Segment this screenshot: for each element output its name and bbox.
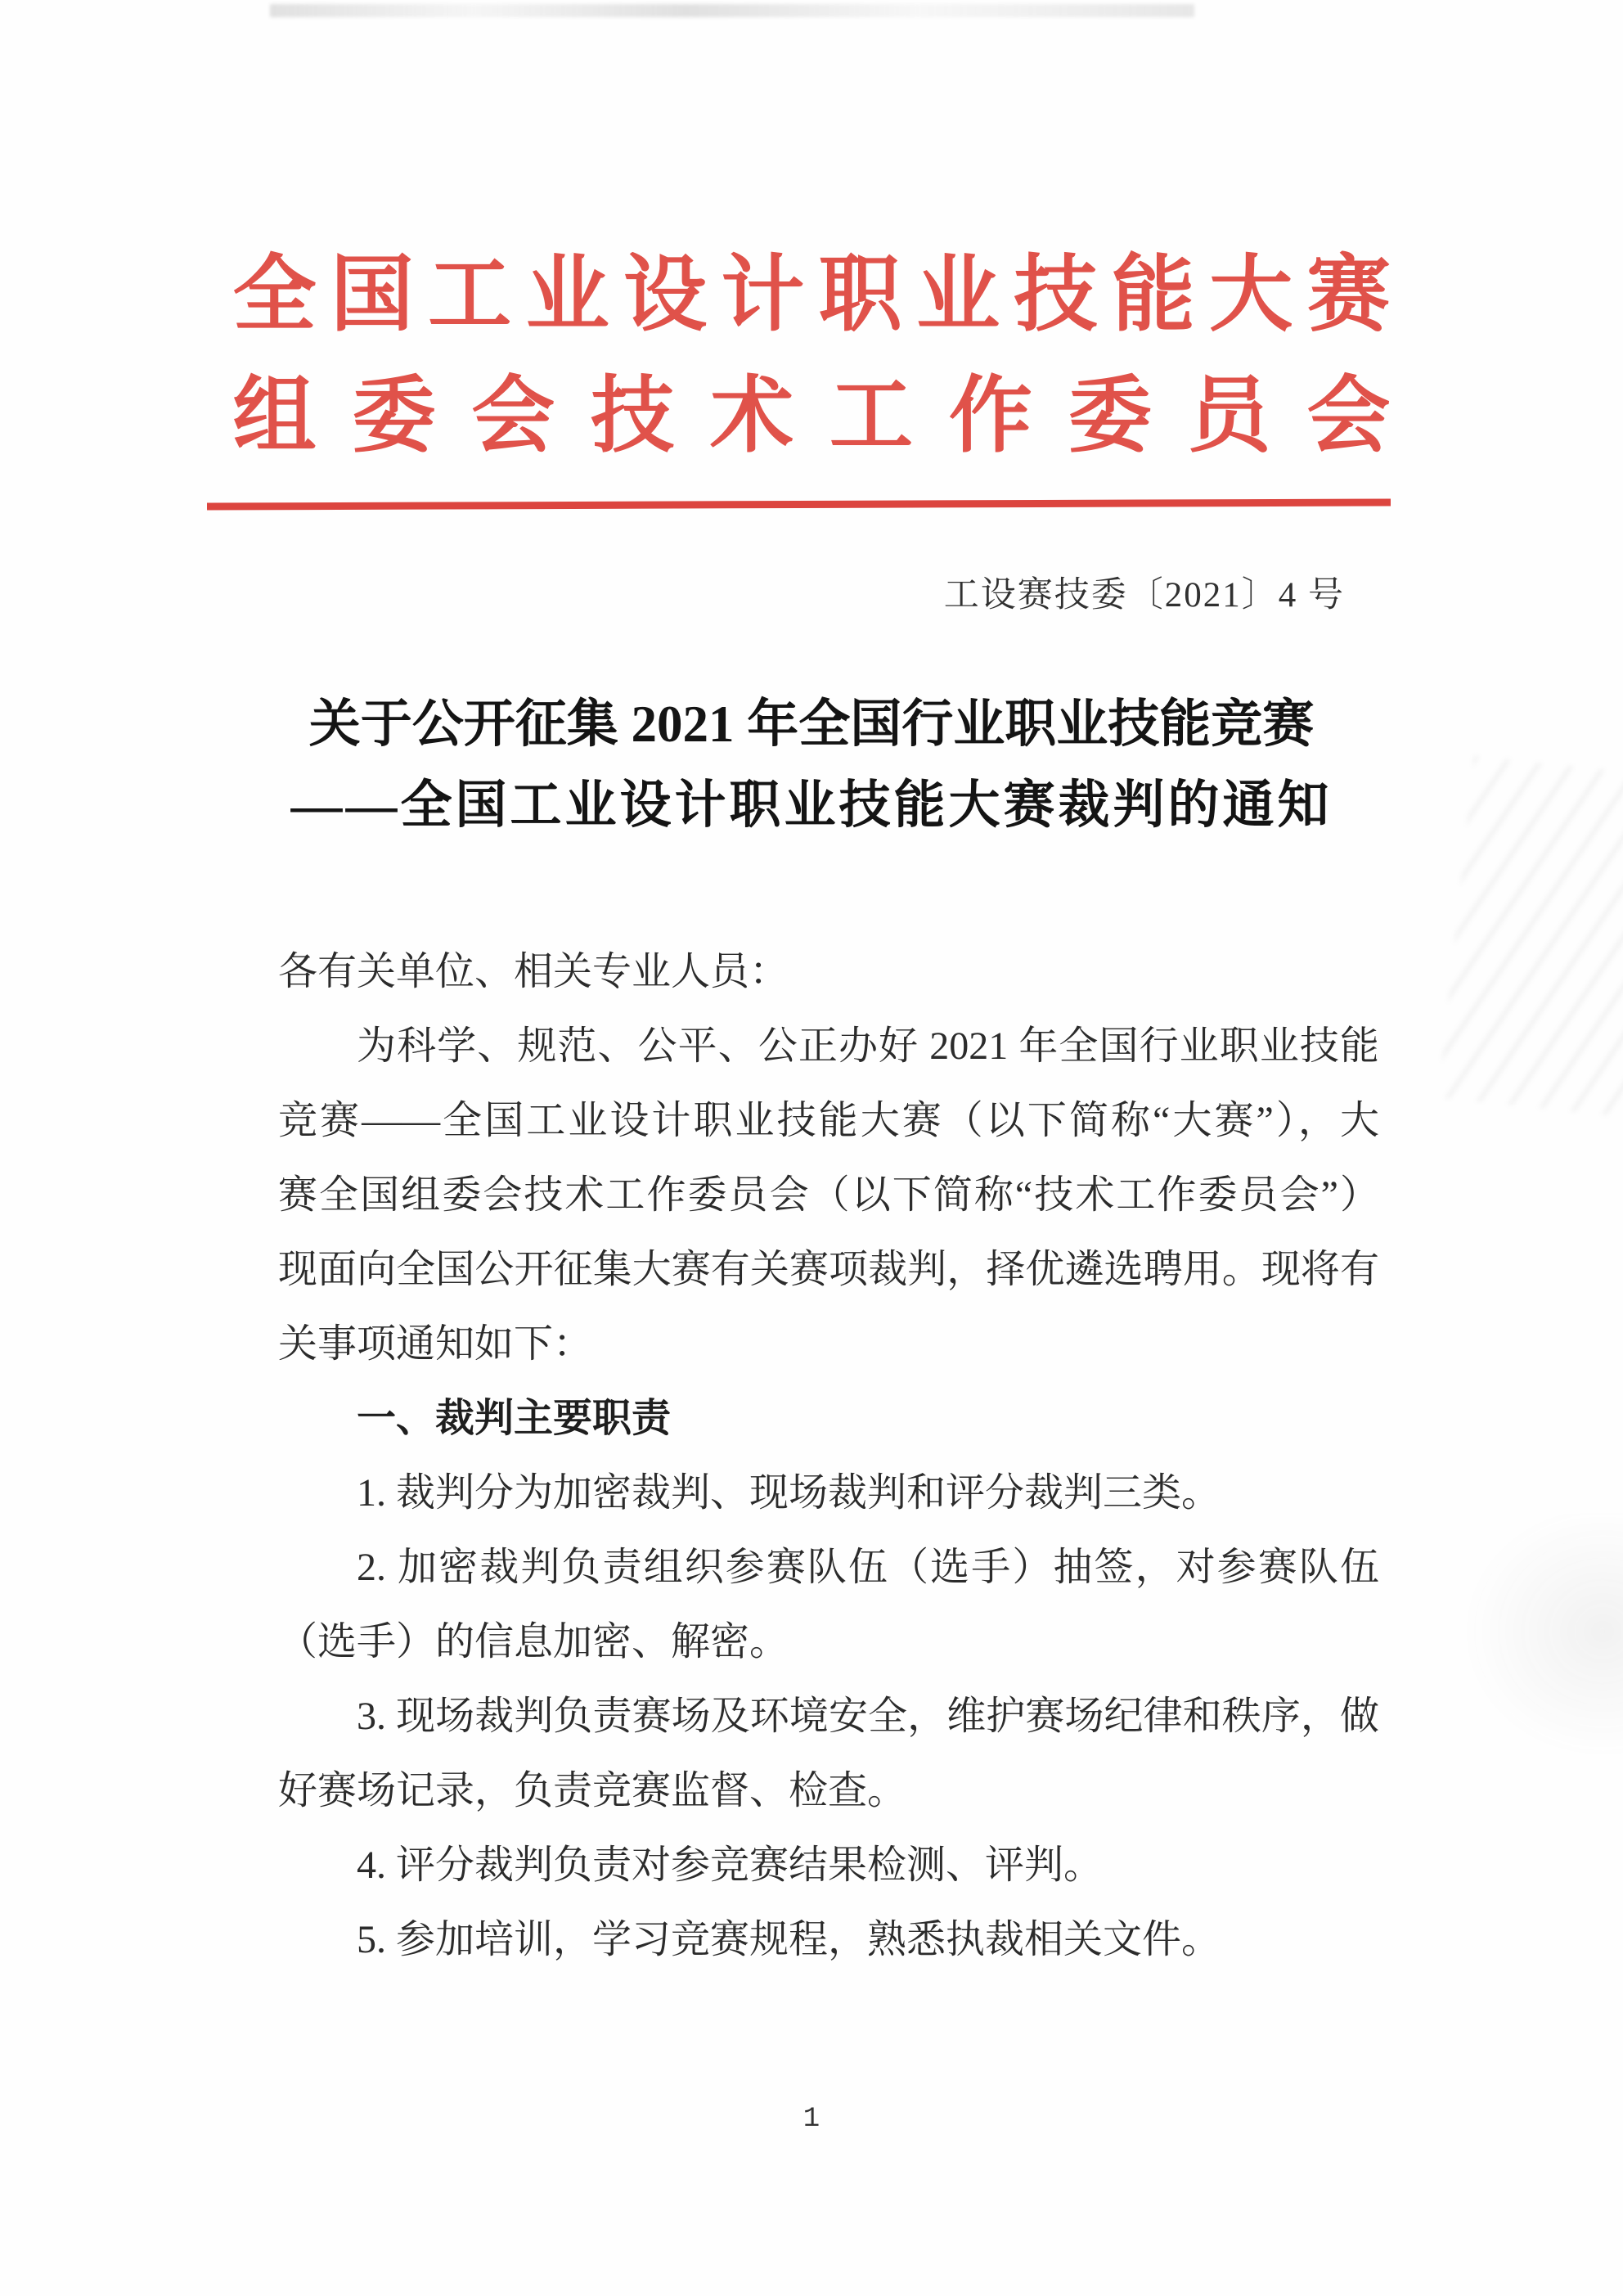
body-line: 1. 裁判分为加密裁判、现场裁判和评分裁判三类。 — [357, 1471, 1221, 1515]
document-body — [278, 934, 1379, 1977]
body-line: 现面向全国公开征集大赛有关赛项裁判，择优遴选聘用。现将有 — [278, 1248, 1379, 1291]
body-line: 竞赛——全国工业设计职业技能大赛（以下简称“大赛”），大 — [278, 1099, 1379, 1142]
notice-title — [0, 684, 1623, 846]
body-line: 赛全国组委会技术工作委员会（以下简称“技术工作委员会”） — [278, 1173, 1379, 1217]
body-line: 4. 评分裁判负责对参竞赛结果检测、评判。 — [357, 1844, 1104, 1887]
letterhead-line-2: 组委会技术工作委员会 — [232, 371, 1391, 463]
body-line: 好赛场记录，负责竞赛监督、检查。 — [278, 1769, 907, 1812]
document-number: 工设赛技委〔2021〕4 号 — [943, 576, 1345, 615]
body-line: 各有关单位、相关专业人员： — [278, 950, 789, 993]
body-line: 关事项通知如下： — [278, 1322, 593, 1366]
notice-title-line-1: 关于公开征集 2021 年全国行业职业技能竞赛 — [308, 696, 1315, 753]
page-number: 1 — [803, 2104, 820, 2135]
scan-streak-top — [270, 4, 1194, 17]
letterhead-banner — [0, 236, 1623, 478]
body-line: 为科学、规范、公平、公正办好 2021 年全国行业职业技能 — [357, 1024, 1379, 1068]
notice-title-line-2: ——全国工业设计职业技能大赛裁判的通知 — [290, 777, 1333, 834]
letterhead-line-1: 全国工业设计职业技能大赛 — [232, 250, 1391, 342]
scan-smudge-right-lower — [1443, 1514, 1623, 1776]
body-line: （选手）的信息加密、解密。 — [278, 1620, 789, 1663]
body-line: 5. 参加培训，学习竞赛规程，熟悉执裁相关文件。 — [357, 1918, 1221, 1961]
body-line: 3. 现场裁判负责赛场及环境安全，维护赛场纪律和秩序，做 — [357, 1695, 1379, 1738]
body-line: 一、裁判主要职责 — [357, 1397, 672, 1440]
letterhead-divider — [207, 498, 1391, 510]
body-line: 2. 加密裁判负责组织参赛队伍（选手）抽签，对参赛队伍 — [357, 1546, 1379, 1589]
